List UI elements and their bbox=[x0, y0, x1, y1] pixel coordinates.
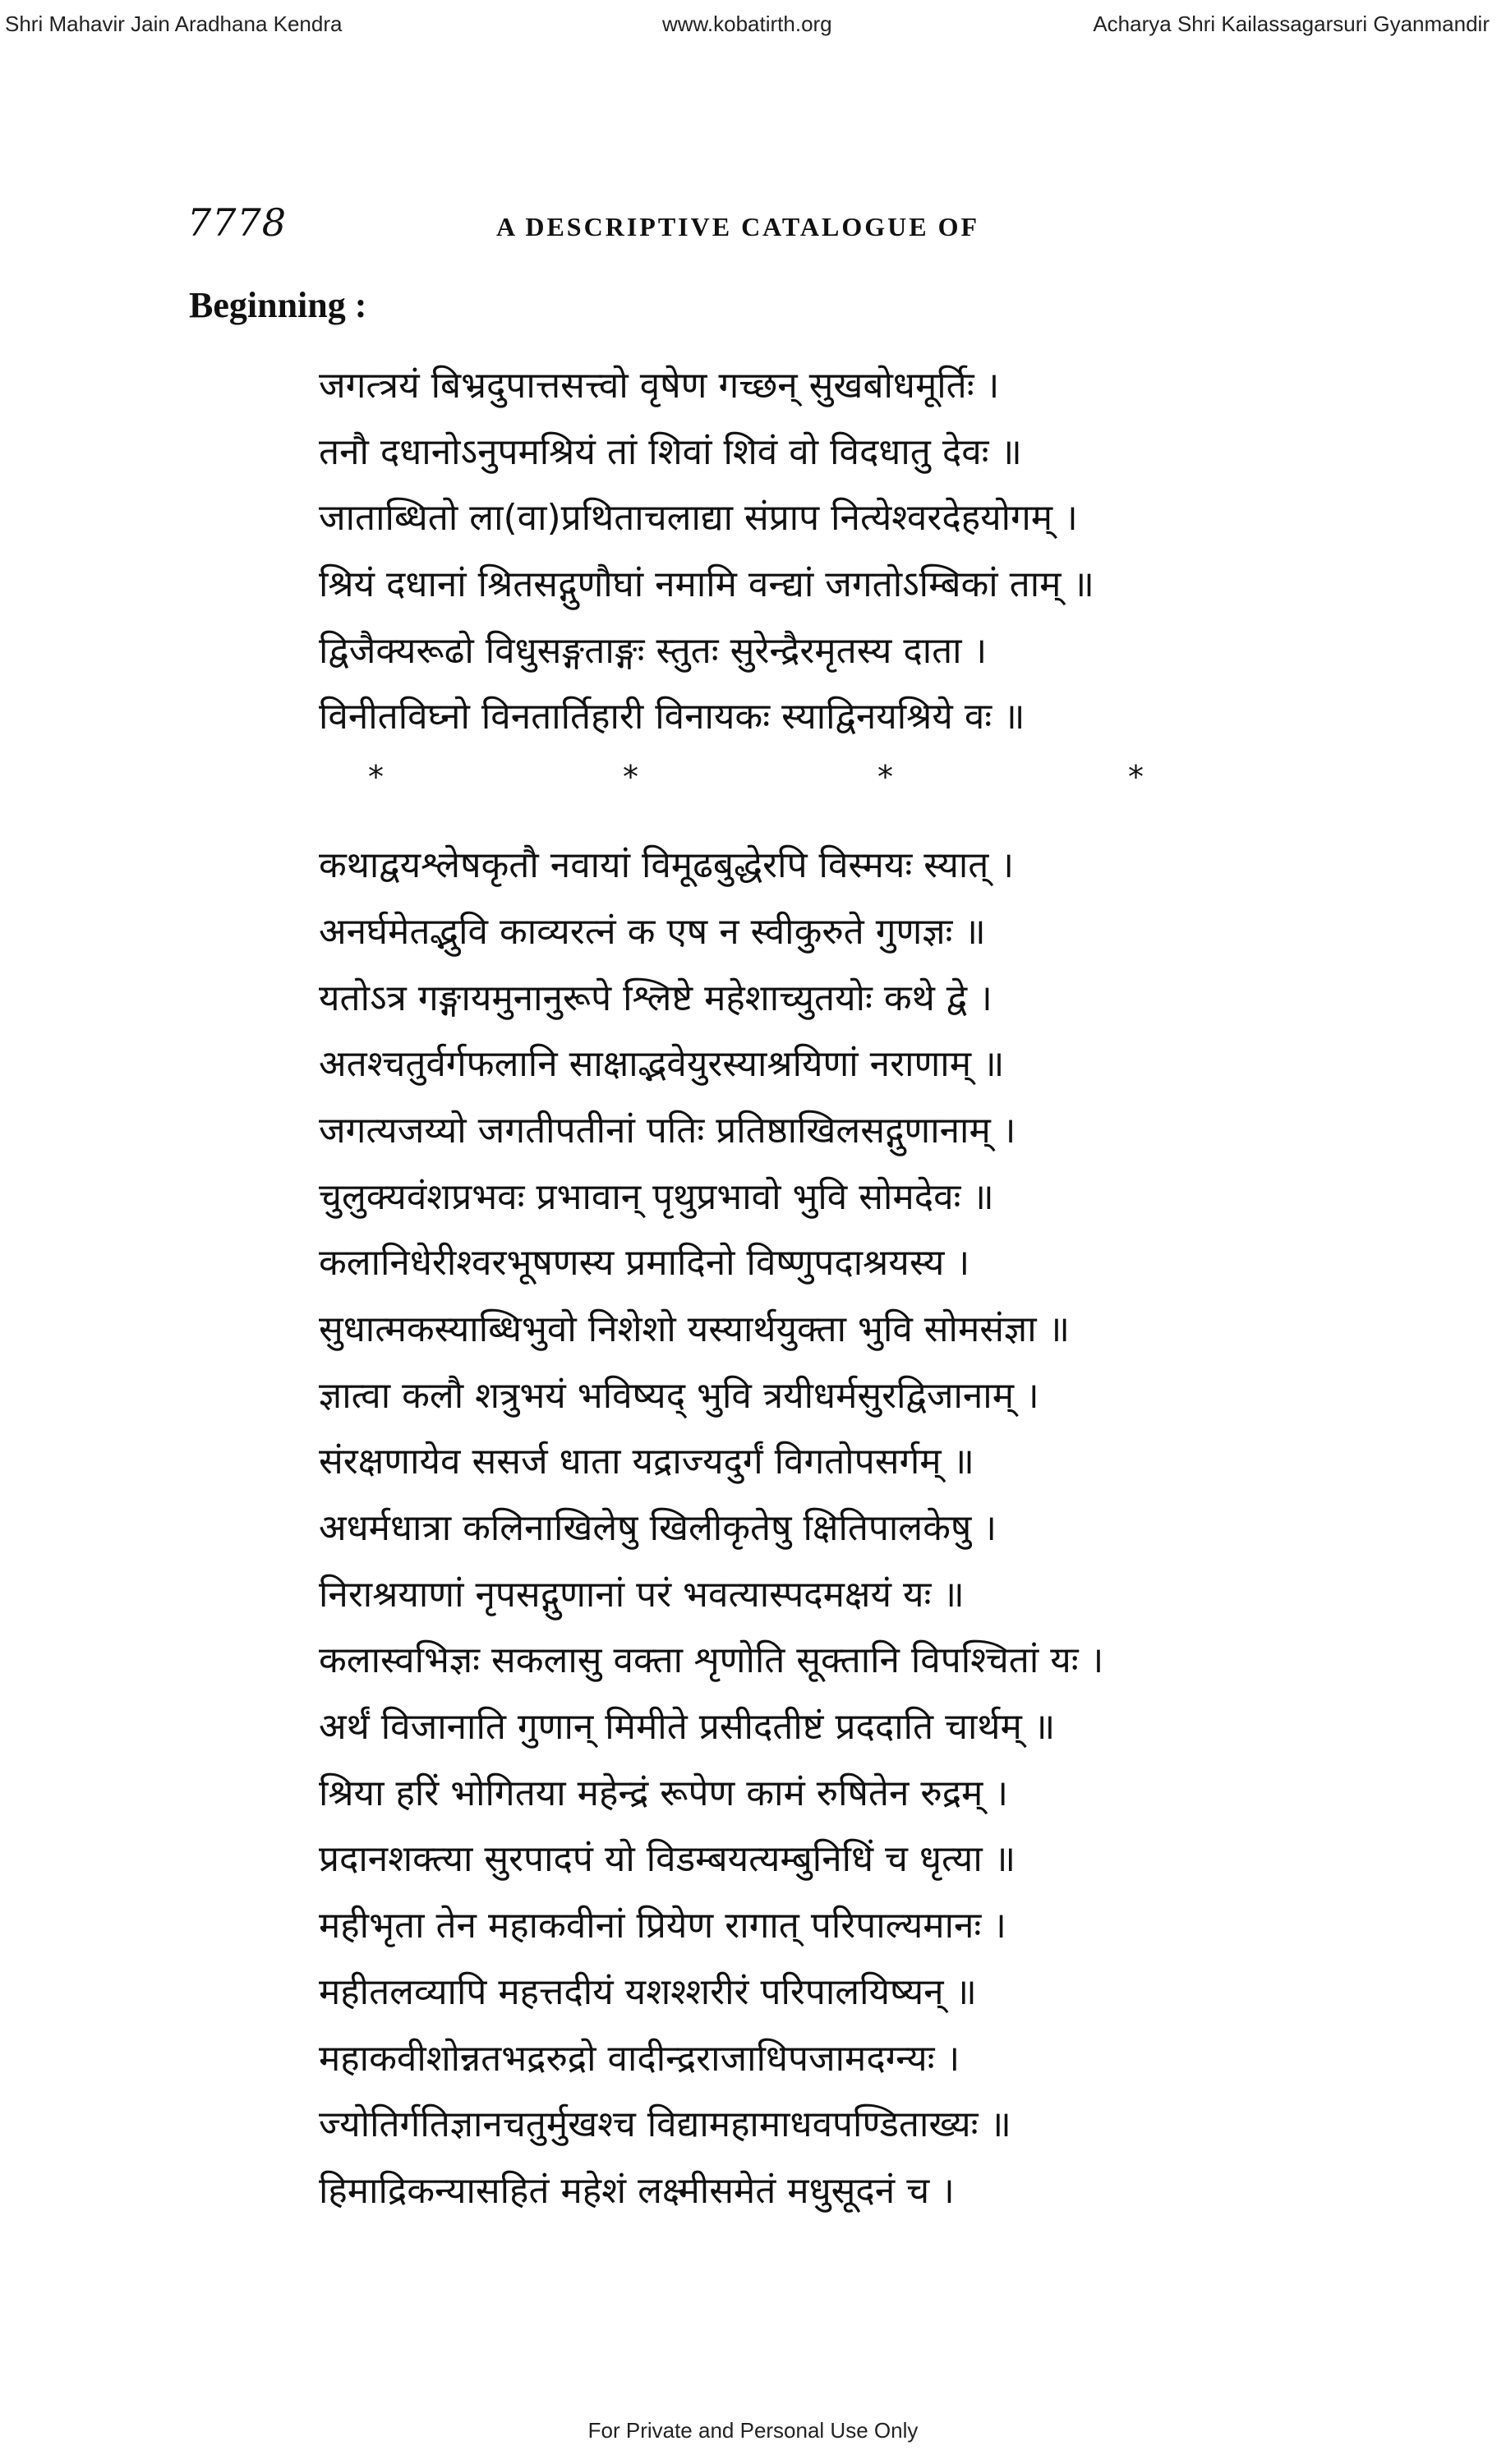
verse-line: यतोऽत्र गङ्गायमुनानुरूपे श्लिष्टे महेशाच्युतयोः कथे द्वे । bbox=[319, 977, 992, 1019]
verse-line: महीतलव्यापि महत्तदीयं यशश्शरीरं परिपालयिष्यन् ॥ bbox=[319, 1970, 977, 2013]
verse-line: जगत्त्रयं बिभ्रदुपात्तसत्त्वो वृषेण गच्छन् सुखबोधमूर्तिः । bbox=[319, 365, 1000, 407]
divider-star: * bbox=[877, 759, 893, 796]
verse-line: सुधात्मकस्याब्धिभुवो निशेशो यस्यार्थयुक्ता भुवि सोमसंज्ञा ॥ bbox=[319, 1308, 1070, 1350]
verse-line: अतश्चतुर्वर्गफलानि साक्षाद्भवेयुरस्याश्रयिणां नराणाम् ॥ bbox=[319, 1043, 1005, 1086]
verse-line: अर्थं विजानाति गुणान् मिमीते प्रसीदतीष्टं प्रददाति चार्थम् ॥ bbox=[319, 1706, 1056, 1749]
verse-line: अधर्मधात्रा कलिनाखिलेषु खिलीकृतेषु क्षितिपालकेषु । bbox=[319, 1507, 997, 1549]
verse-block bbox=[319, 353, 1346, 2225]
verse-line: विनीतविघ्नो विनतार्तिहारी विनायकः स्याद्विनयश्रिये वः ॥ bbox=[319, 696, 1025, 738]
verse-line: जगत्यजय्यो जगतीपतीनां पतिः प्रतिष्ठाखिलसद्गुणानाम् । bbox=[319, 1109, 1016, 1152]
verse-line: ज्ञात्वा कलौ शत्रुभयं भविष्यद् भुवि त्रयीधर्मसुरद्विजानाम् । bbox=[319, 1374, 1039, 1417]
verse-line: तनौ दधानोऽनुपमश्रियं तां शिवां शिवं वो विदधातु देवः ॥ bbox=[319, 430, 1022, 473]
divider-star: * bbox=[1128, 759, 1144, 796]
verse-line: अनर्घमेतद्भुवि काव्यरत्नं क एष न स्वीकुरुते गुणज्ञः ॥ bbox=[319, 910, 986, 953]
verse-line: संरक्षणायेव ससर्ज धाता यद्राज्यदुर्गं विगतोपसर्गम् ॥ bbox=[319, 1441, 974, 1483]
verse-line: प्रदानशक्त्या सुरपादपं यो विडम्बयत्यम्बुनिधिं च धृत्या ॥ bbox=[319, 1838, 1016, 1881]
verse-line: चुलुक्यवंशप्रभवः प्रभावान् पृथुप्रभावो भुवि सोमदेवः ॥ bbox=[319, 1175, 994, 1218]
verse-line: महाकवीशोन्नतभद्ररुद्रो वादीन्द्रराजाधिपजामदग्न्यः । bbox=[319, 2037, 960, 2080]
verse-line: निराश्रयाणां नृपसद्गुणानां परं भवत्यास्पदमक्षयं यः ॥ bbox=[319, 1573, 965, 1616]
running-title: A DESCRIPTIVE CATALOGUE OF bbox=[496, 212, 979, 241]
header-center-url: www.kobatirth.org bbox=[662, 11, 832, 36]
header-left-text: Shri Mahavir Jain Aradhana Kendra bbox=[5, 11, 343, 36]
verse-line: कलास्वभिज्ञः सकलासु वक्ता शृणोति सूक्तानि विपश्चितां यः । bbox=[319, 1639, 1104, 1682]
verse-line: द्विजैक्यरूढो विधुसङ्गताङ्गः स्तुतः सुरेन्द्रैरमृतस्य दाता । bbox=[319, 629, 988, 672]
verse-line: कथाद्वयश्लेषकृतौ नवायां विमूढबुद्धेरपि विस्मयः स्यात् । bbox=[319, 844, 1015, 887]
asterisk-divider bbox=[319, 751, 1346, 833]
footer-text: For Private and Personal Use Only bbox=[587, 2418, 919, 2443]
verse-line: कलानिधेरीश्वरभूषणस्य प्रमादिनो विष्णुपदाश्रयस्य । bbox=[319, 1242, 970, 1285]
divider-star: * bbox=[623, 759, 638, 796]
verse-line: ज्योतिर्गतिज्ञानचतुर्मुखश्च विद्यामहामाधवपण्डिताख्यः ॥ bbox=[319, 2103, 1011, 2146]
verse-line: श्रिया हरिं भोगितया महेन्द्रं रूपेण कामं रुषितेन रुद्रम् । bbox=[319, 1772, 1009, 1814]
verse-line: हिमाद्रिकन्यासहितं महेशं लक्ष्मीसमेतं मधुसूदनं च । bbox=[319, 2169, 955, 2212]
verse-line: जाताब्धितो ला(वा)प्रथिताचलाद्या संप्राप नित्येश्वरदेहयोगम् । bbox=[319, 497, 1078, 540]
divider-star: * bbox=[368, 759, 384, 796]
verse-line: श्रियं दधानां श्रितसद्गुणौघां नमामि वन्द्यां जगतोऽम्बिकां ताम् ॥ bbox=[319, 563, 1094, 606]
page-number: 7778 bbox=[187, 200, 288, 245]
header-right-text: Acharya Shri Kailassagarsuri Gyanmandir bbox=[1093, 11, 1490, 36]
verse-line: महीभृता तेन महाकवीनां प्रियेण रागात् परिपाल्यमानः । bbox=[319, 1905, 1006, 1947]
section-label-beginning: Beginning : bbox=[189, 285, 367, 325]
